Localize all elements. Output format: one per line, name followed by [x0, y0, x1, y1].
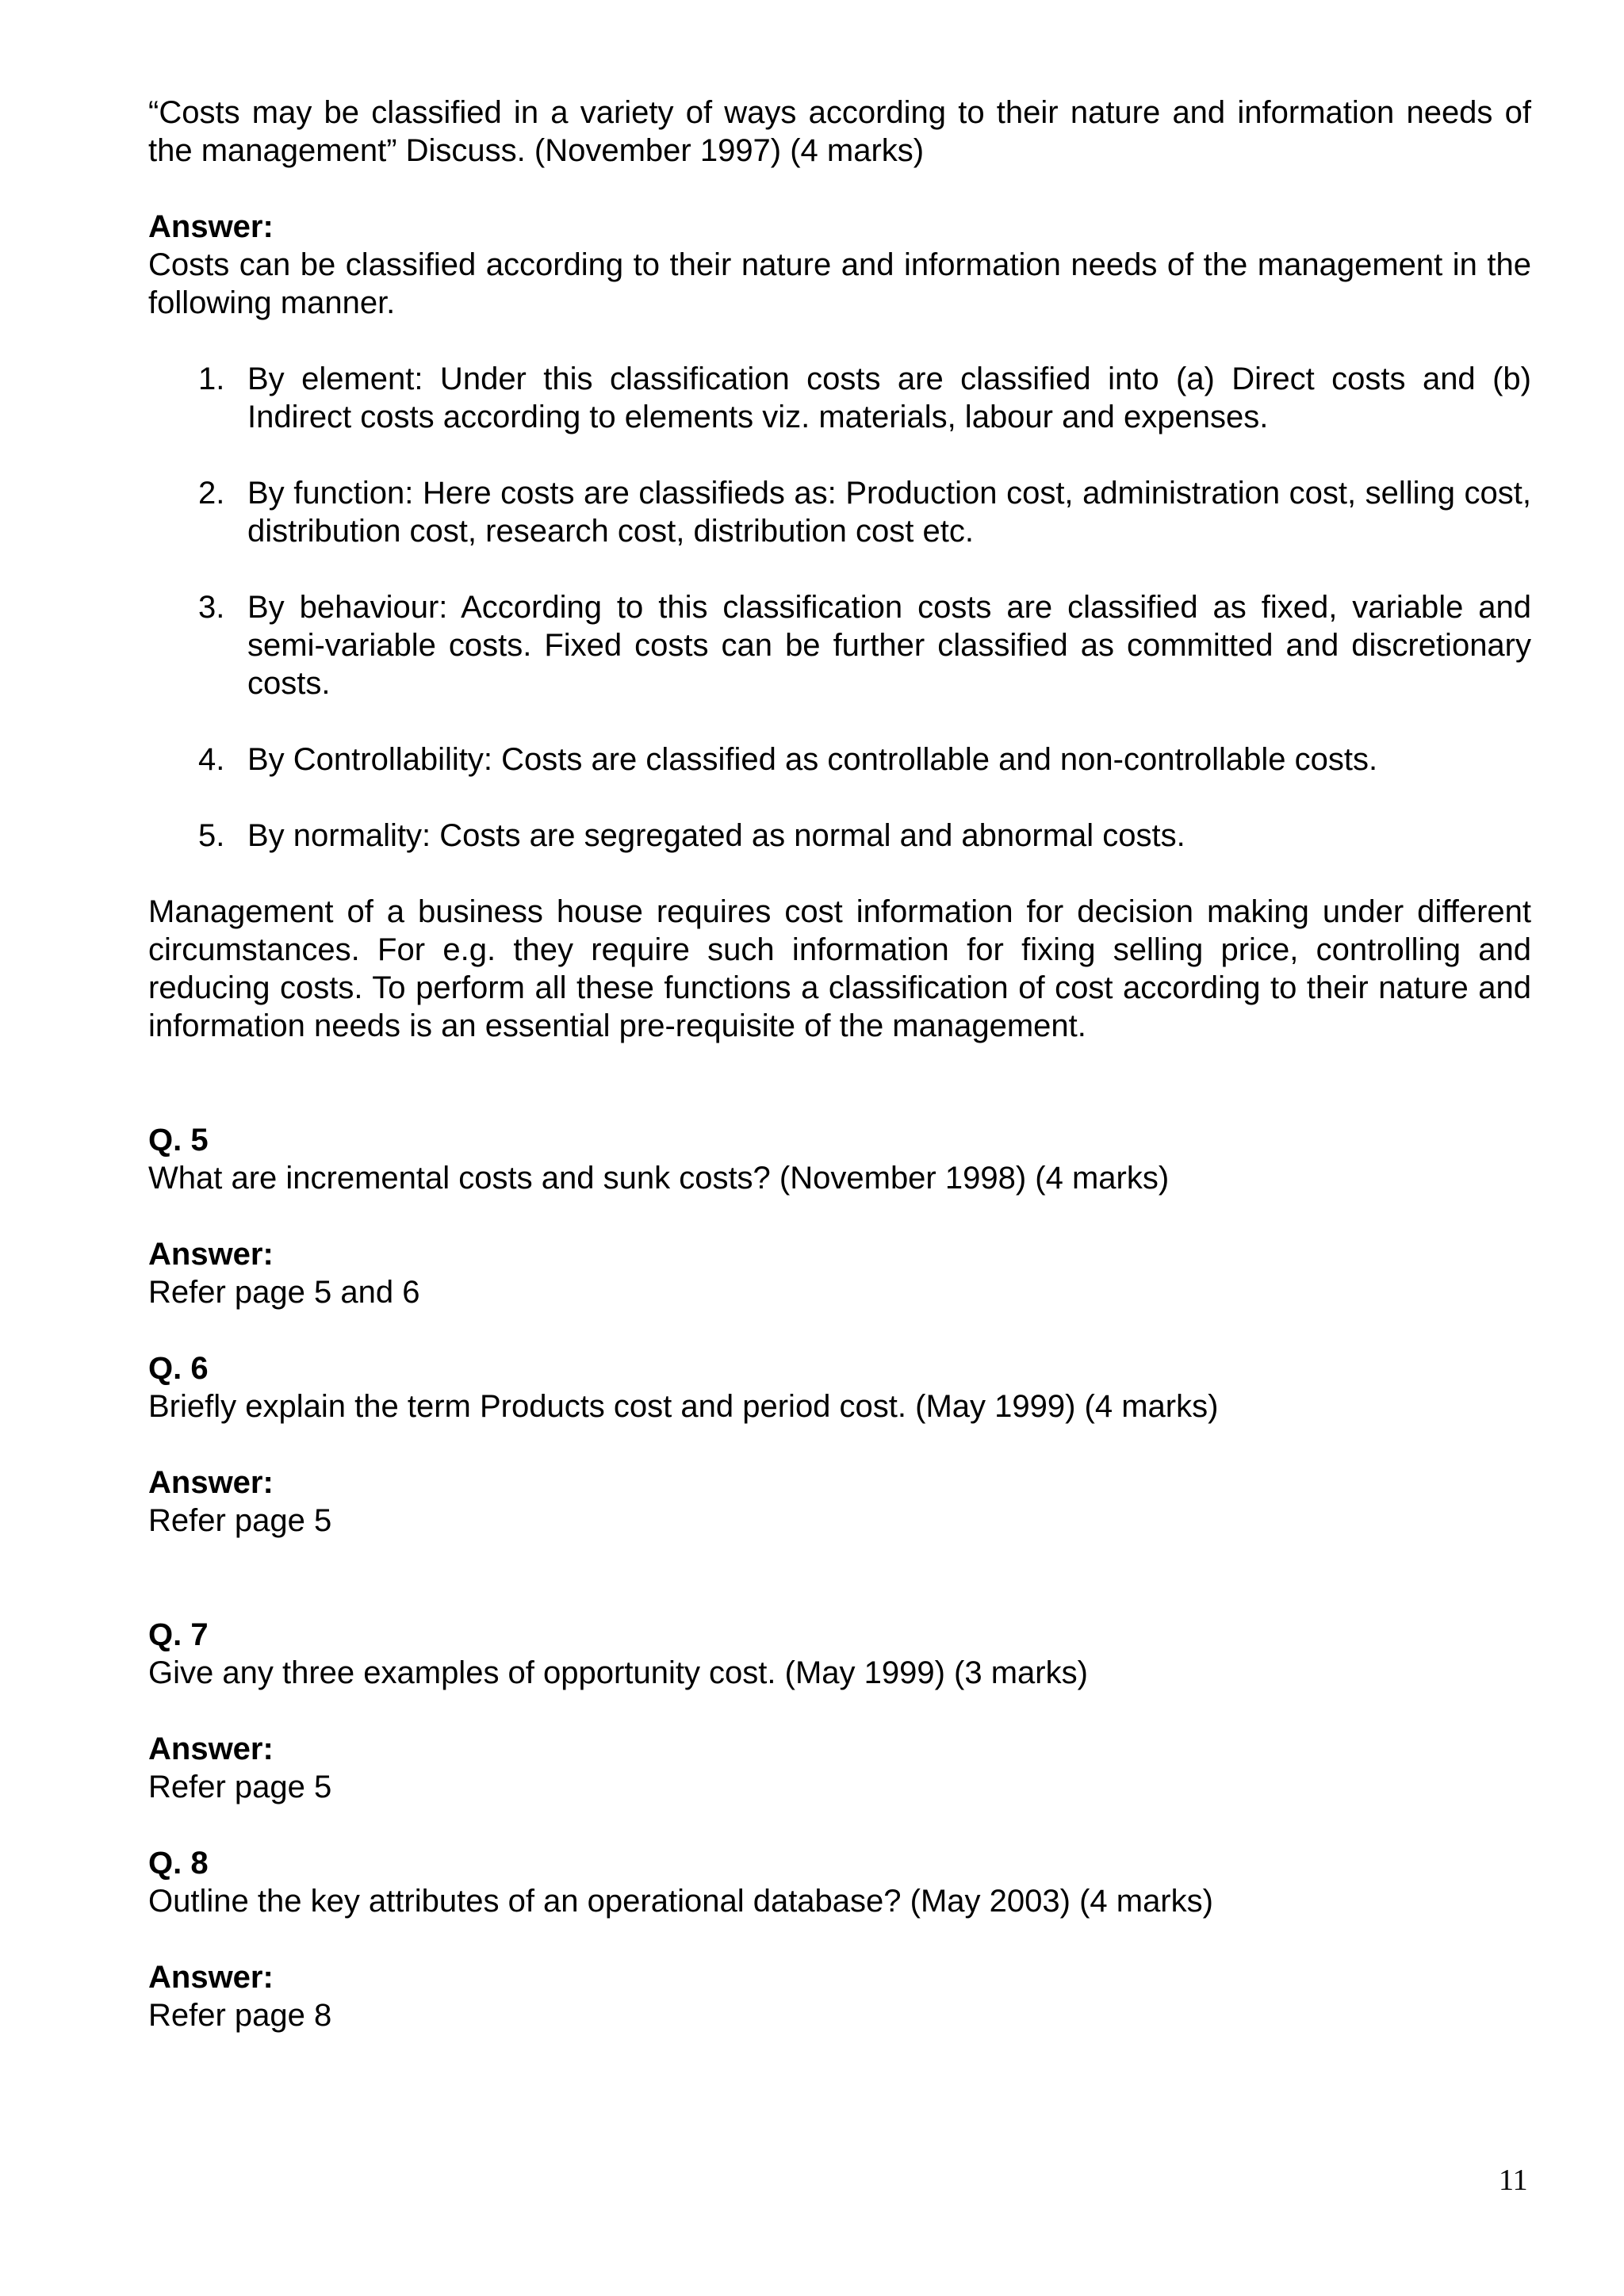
list-item: [198, 474, 1531, 550]
list-item-number: 5.: [198, 818, 225, 853]
intro-answer-text: Costs can be classified according to their nature and information needs of the management in the following manner.: [148, 247, 1531, 320]
list-item-number: 4.: [198, 742, 225, 777]
classification-list: [148, 360, 1531, 855]
list-item: [198, 817, 1531, 855]
list-item-text: By behaviour: According to this classification costs are classified as fixed, variable and semi-variable costs. Fixed costs can be further classified as committed and discretionary costs.: [247, 590, 1531, 701]
answer-text: Refer page 5: [148, 1503, 332, 1538]
list-item-text: By Controllability: Costs are classified as controllable and non-controllable costs.: [247, 742, 1378, 777]
list-item-number: 2.: [198, 476, 225, 511]
question-text: Outline the key attributes of an operational database? (May 2003) (4 marks): [148, 1884, 1213, 1919]
answer-text: Refer page 8: [148, 1998, 332, 2033]
page-number: 11: [1499, 2164, 1528, 2197]
answer-text: Refer page 5: [148, 1770, 332, 1804]
answer-label: Answer:: [148, 1465, 274, 1500]
answer-label: Answer:: [148, 1960, 274, 1995]
question-label: Q. 5: [148, 1123, 209, 1158]
intro-closing-paragraph: Management of a business house requires cost information for decision making under different circumstances. For e.g. they require such information for fixing selling price, controlling and reducing costs. To perform all these functions a classification of cost according to their nature and information needs is an essential pre-requisite of the management.: [148, 894, 1531, 1043]
question-text: Give any three examples of opportunity cost. (May 1999) (3 marks): [148, 1655, 1088, 1690]
answer-label: Answer:: [148, 1237, 274, 1272]
list-item-number: 3.: [198, 590, 225, 625]
question-label: Q. 6: [148, 1351, 209, 1386]
list-item: [198, 360, 1531, 436]
document-page: [148, 94, 1531, 2034]
answer-label: Answer:: [148, 1732, 274, 1766]
question-label: Q. 7: [148, 1617, 209, 1652]
answer-text: Refer page 5 and 6: [148, 1275, 420, 1310]
question-label: Q. 8: [148, 1846, 209, 1881]
list-item-text: By function: Here costs are classifieds as: Production cost, administration cost, selling cost, distribution cost, research cost, distribution cost etc.: [247, 476, 1531, 549]
intro-answer-label: Answer:: [148, 209, 274, 244]
list-item: [198, 740, 1531, 779]
list-item-text: By normality: Costs are segregated as normal and abnormal costs.: [247, 818, 1185, 853]
list-item: [198, 588, 1531, 702]
question-text: Briefly explain the term Products cost and period cost. (May 1999) (4 marks): [148, 1389, 1219, 1424]
list-item-text: By element: Under this classification costs are classified into (a) Direct costs and (b) Indirect costs according to elements viz. materials, labour and expenses.: [247, 362, 1531, 434]
list-item-number: 1.: [198, 362, 225, 396]
question-text: What are incremental costs and sunk costs? (November 1998) (4 marks): [148, 1161, 1170, 1196]
intro-question: “Costs may be classified in a variety of ways according to their nature and information needs of the management” Discuss. (November 1997) (4 marks): [148, 95, 1531, 168]
